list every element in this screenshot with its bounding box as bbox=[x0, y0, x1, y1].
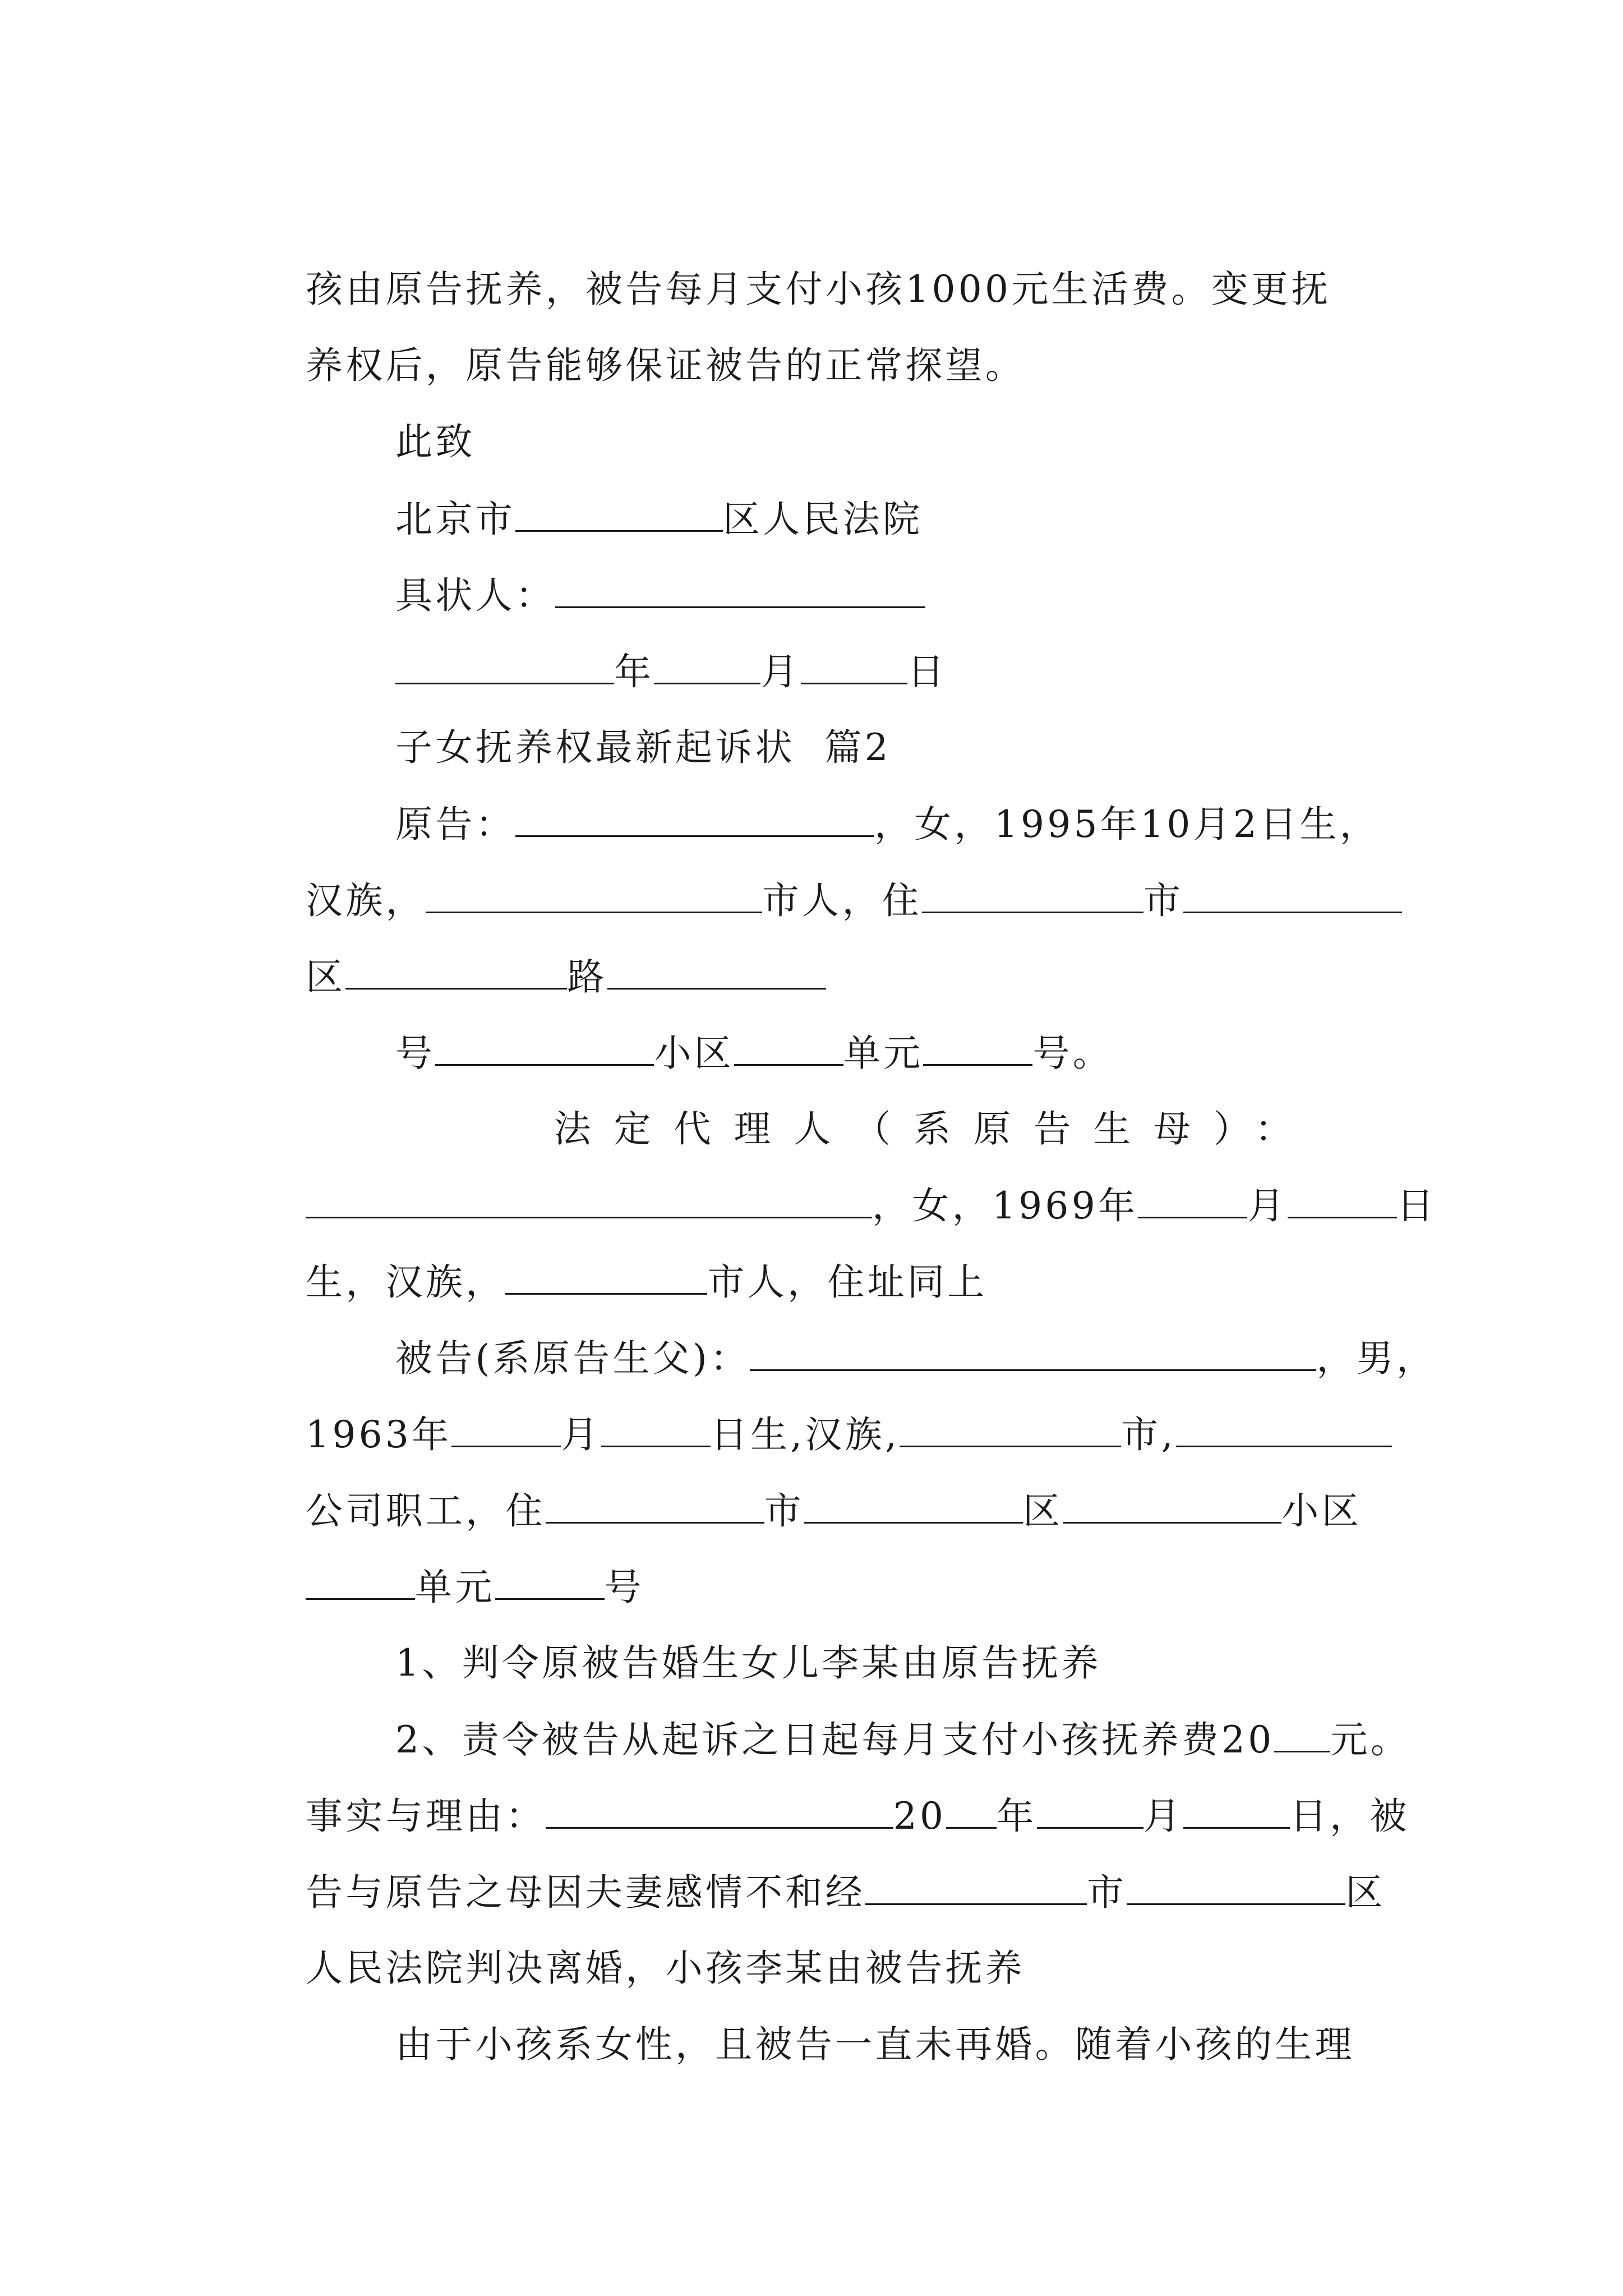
blank-field bbox=[865, 1870, 1087, 1905]
paragraph-line bbox=[247, 833, 1402, 922]
paragraph-line bbox=[247, 909, 826, 999]
blank-field bbox=[750, 1336, 1316, 1371]
text: 路 bbox=[567, 955, 607, 999]
blank-field bbox=[451, 1412, 561, 1447]
text: 号 bbox=[604, 1566, 644, 1609]
paragraph-line bbox=[247, 222, 1331, 311]
paragraph-line bbox=[247, 1138, 1437, 1227]
text: 子女抚养权最新起诉状 篇2 bbox=[395, 726, 891, 769]
court-address-line bbox=[336, 452, 923, 541]
paragraph-line bbox=[247, 1749, 1410, 1838]
text: 日 bbox=[907, 650, 947, 693]
blank-field bbox=[804, 1488, 1023, 1524]
text: 年 bbox=[614, 650, 654, 693]
text: 区 bbox=[1345, 1871, 1386, 1914]
text: 市人，住址同上 bbox=[707, 1260, 988, 1304]
text: 汉族， bbox=[306, 879, 426, 922]
text: 市人，住 bbox=[762, 879, 923, 922]
paragraph-line bbox=[247, 1520, 644, 1609]
paragraph-line bbox=[247, 1214, 988, 1304]
text: 小区 bbox=[654, 1032, 734, 1075]
text: 市 bbox=[764, 1489, 805, 1533]
text: 月 bbox=[760, 650, 801, 693]
text: 此致 bbox=[395, 420, 476, 463]
text: 具状人： bbox=[395, 574, 556, 617]
text: 生，汉族， bbox=[306, 1260, 506, 1304]
blank-field bbox=[345, 954, 567, 990]
text: 年 bbox=[997, 1795, 1037, 1838]
text: 养权后，原告能够保证被告的正常探望。 bbox=[306, 344, 1026, 387]
text: 日生,汉族, bbox=[710, 1413, 900, 1456]
blank-field bbox=[734, 1030, 843, 1066]
blank-field bbox=[505, 1259, 707, 1295]
paragraph-line bbox=[336, 1977, 1355, 2066]
text: 月 bbox=[561, 1413, 601, 1456]
text: 法定代理人（系原告生母）： bbox=[554, 1107, 1315, 1151]
text: 孩由原告抚养，被告每月支付小孩1000元生活费。变更抚 bbox=[306, 268, 1331, 311]
text: 1963年 bbox=[306, 1413, 452, 1456]
paragraph-line bbox=[247, 298, 1026, 387]
blank-field bbox=[555, 573, 925, 608]
blank-field bbox=[306, 1565, 415, 1600]
text: 市 bbox=[1086, 1871, 1127, 1914]
text: 原告： bbox=[395, 803, 515, 846]
blank-field bbox=[435, 1030, 654, 1066]
plaintiff-line bbox=[336, 757, 1380, 846]
paragraph-line bbox=[247, 1443, 1362, 1533]
claim-item bbox=[336, 1672, 1411, 1761]
blank-field bbox=[1037, 1793, 1144, 1829]
blank-field bbox=[546, 1793, 893, 1829]
text: 小区 bbox=[1281, 1489, 1362, 1533]
blank-field bbox=[1274, 1717, 1330, 1752]
blank-field bbox=[306, 1183, 872, 1218]
text: 北京市 bbox=[395, 498, 515, 541]
text: 号 bbox=[395, 1032, 436, 1075]
blank-field bbox=[1183, 1793, 1290, 1829]
paragraph-line bbox=[336, 986, 1113, 1075]
text: 人民法院判决离婚，小孩李某由被告抚养 bbox=[306, 1947, 1026, 1990]
text: 单元 bbox=[415, 1566, 495, 1609]
blank-field bbox=[801, 649, 907, 684]
text: 月 bbox=[1143, 1795, 1183, 1838]
text: 区 bbox=[1023, 1489, 1063, 1533]
text: 由于小孩系女性，且被告一直未再婚。随着小孩的生理 bbox=[395, 2023, 1355, 2066]
blank-field bbox=[1288, 1183, 1397, 1218]
text: 被告(系原告生父)： bbox=[395, 1337, 750, 1380]
blank-field bbox=[495, 1565, 605, 1600]
blank-field bbox=[1176, 1412, 1392, 1447]
blank-field bbox=[515, 496, 723, 532]
blank-field bbox=[426, 878, 762, 913]
paragraph-line bbox=[247, 1825, 1386, 1914]
text: 告与原告之母因夫妻感情不和经 bbox=[306, 1871, 865, 1914]
text: 日，被 bbox=[1289, 1795, 1410, 1838]
text: 区 bbox=[306, 955, 346, 999]
blank-field bbox=[946, 1793, 997, 1829]
text: 1、判令原被告婚生女儿李某由原告抚养 bbox=[395, 1641, 1102, 1685]
blank-field bbox=[1138, 1183, 1247, 1218]
legal-representative-heading bbox=[415, 1062, 1315, 1151]
paragraph-line bbox=[247, 1367, 1392, 1456]
text: 公司职工，住 bbox=[306, 1489, 546, 1533]
text: 日 bbox=[1396, 1184, 1437, 1227]
claim-item bbox=[336, 1596, 1102, 1685]
signatory-line bbox=[336, 528, 925, 617]
text: 元。 bbox=[1330, 1718, 1411, 1761]
blank-field bbox=[1063, 1488, 1281, 1524]
text: ，女，1995年10月2日生， bbox=[874, 803, 1380, 846]
blank-field bbox=[1127, 1870, 1345, 1905]
closing-salutation bbox=[336, 375, 476, 463]
blank-field bbox=[900, 1412, 1121, 1447]
date-line bbox=[336, 604, 947, 693]
blank-field bbox=[546, 1488, 764, 1524]
blank-field bbox=[515, 802, 874, 837]
text: 市 bbox=[1144, 879, 1184, 922]
blank-field bbox=[923, 1030, 1032, 1066]
blank-field bbox=[395, 649, 614, 684]
blank-field bbox=[654, 649, 760, 684]
blank-field bbox=[1183, 878, 1402, 913]
text: 月 bbox=[1247, 1184, 1288, 1227]
blank-field bbox=[601, 1412, 711, 1447]
section-heading bbox=[336, 680, 891, 769]
text: 2、责令被告从起诉之日起每月支付小孩抚养费20 bbox=[395, 1718, 1275, 1761]
text: 市, bbox=[1121, 1413, 1176, 1456]
text: 号。 bbox=[1032, 1032, 1113, 1075]
text: 事实与理由： bbox=[306, 1795, 546, 1838]
defendant-line bbox=[336, 1291, 1437, 1380]
text: ，男， bbox=[1316, 1337, 1437, 1380]
text: 单元 bbox=[843, 1032, 924, 1075]
text: ，女，1969年 bbox=[872, 1184, 1138, 1227]
blank-field bbox=[922, 878, 1144, 913]
text: 20 bbox=[893, 1795, 947, 1838]
text: 区人民法院 bbox=[722, 498, 923, 541]
blank-field bbox=[607, 954, 826, 990]
paragraph-line bbox=[247, 1901, 1026, 1990]
